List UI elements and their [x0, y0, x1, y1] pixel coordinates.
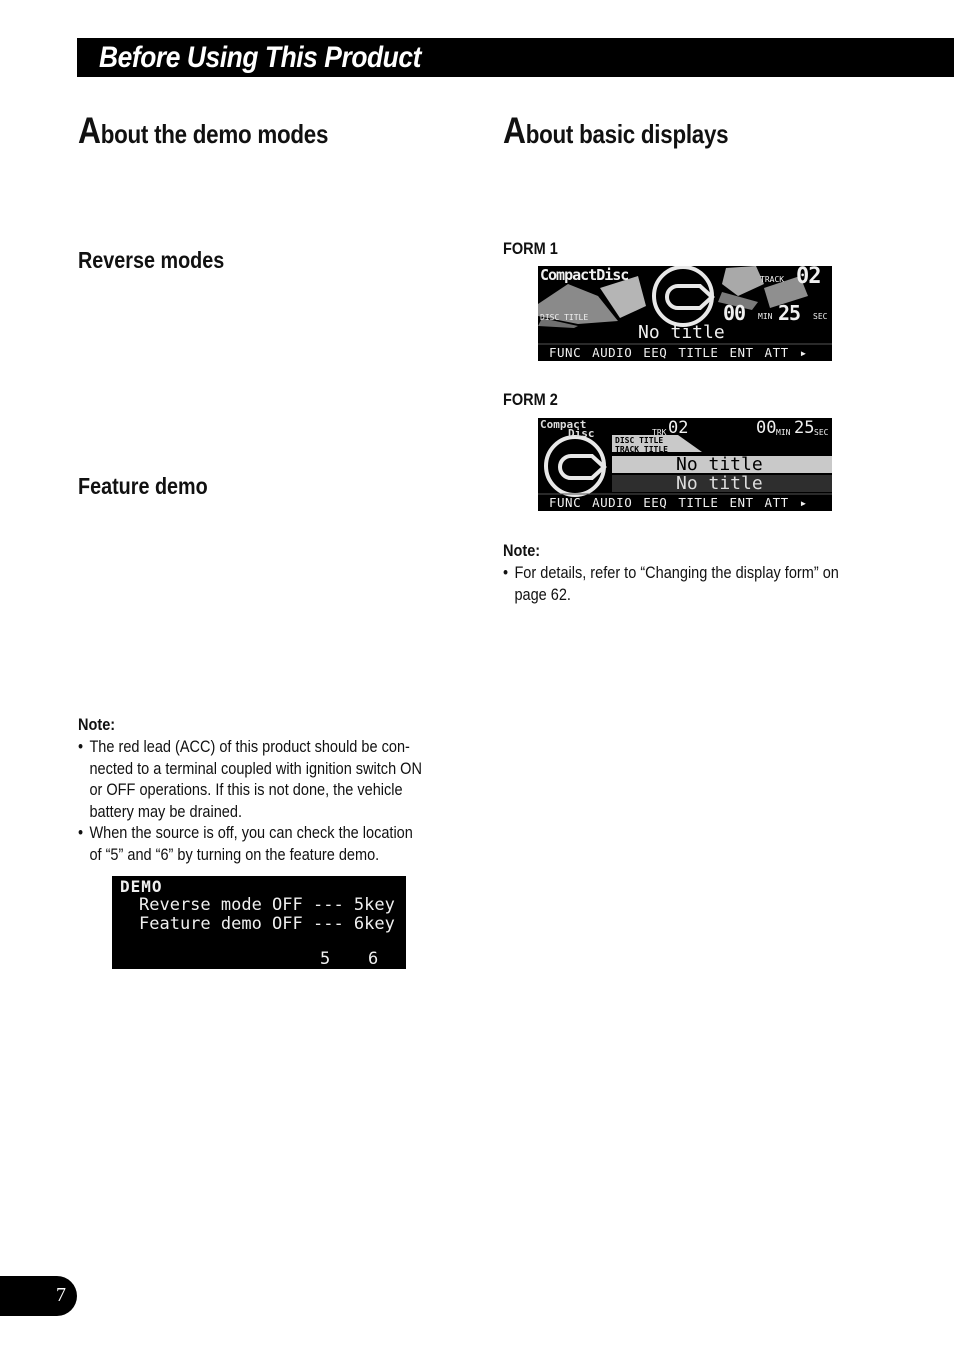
note-line: The red lead (ACC) of this product should be con-	[89, 738, 410, 756]
form1-source: CompactDisc	[540, 266, 629, 284]
form1-track: 02	[796, 266, 821, 289]
func-item: AUDIO	[592, 495, 633, 510]
right-note-item	[503, 563, 881, 606]
form2-source-line2: Disc	[568, 427, 595, 440]
form2-function-bar	[538, 494, 832, 511]
left-note-label: Note:	[78, 716, 116, 734]
demo-modes-title-rest: bout the demo modes	[100, 119, 329, 149]
arrow-right-icon: ▸	[799, 345, 808, 360]
form2-seconds: 25	[794, 418, 815, 438]
right-note-label: Note:	[503, 542, 541, 560]
func-item: ATT	[764, 345, 789, 360]
form2-minutes: 00	[756, 418, 777, 438]
form2-trk-label: TRK	[652, 428, 667, 437]
form1-function-bar	[538, 344, 832, 361]
func-item: TITLE	[678, 345, 719, 360]
form2-min-label: MIN	[776, 428, 791, 437]
note-line: When the source is off, you can check the location	[89, 824, 413, 842]
note-line: or OFF operations. If this is not done, the vehicle	[89, 781, 403, 799]
page-number: 7	[56, 1284, 66, 1306]
form2-title-line2: No title	[676, 473, 763, 494]
form1-min-label: MIN	[758, 312, 773, 321]
demo-display-title: DEMO	[120, 877, 163, 896]
func-item: EEQ	[643, 345, 668, 360]
demo-modes-title-cap: A	[78, 110, 101, 151]
bullet: •	[78, 824, 84, 842]
basic-displays-title-rest: bout basic displays	[525, 119, 729, 149]
form2-display	[538, 418, 832, 511]
left-note-item	[78, 823, 456, 866]
form1-minutes: 00	[723, 301, 746, 325]
func-item: ENT	[729, 495, 754, 510]
basic-displays-title	[503, 110, 728, 152]
demo-display-line2: Feature demo OFF --- 6key	[139, 914, 395, 934]
form2-track-title-label: TRACK TITLE	[615, 445, 668, 454]
bullet: •	[78, 738, 84, 756]
form1-sec-label: SEC	[813, 312, 828, 321]
form2-source-line1: Compact	[540, 418, 587, 431]
form1-title-text: No title	[638, 322, 725, 343]
demo-display-key5: 5	[320, 949, 331, 969]
note-line: battery may be drained.	[89, 802, 242, 821]
demo-display-line1: Reverse mode OFF --- 5key	[139, 895, 395, 915]
form2-disc-title-label: DISC TITLE	[615, 436, 664, 445]
header-banner	[77, 38, 954, 77]
demo-modes-title	[78, 110, 328, 152]
basic-displays-title-cap: A	[503, 110, 526, 151]
form1-display	[538, 266, 832, 361]
form1-seconds: 25	[778, 301, 801, 325]
right-note-list	[503, 563, 933, 606]
note-line: of “5” and “6” by turning on the feature demo.	[89, 845, 380, 864]
func-item: ATT	[764, 495, 789, 510]
func-item: FUNC	[549, 345, 582, 360]
form2-title-line1: No title	[676, 454, 763, 475]
header-title: Before Using This Product	[99, 41, 421, 74]
form1-disc-title-label: DISC TITLE	[540, 313, 589, 322]
form2-sec-label: SEC	[814, 428, 829, 437]
arrow-right-icon: ▸	[799, 495, 808, 510]
page-number-tab	[0, 1276, 77, 1316]
form2-label: FORM 2	[503, 391, 558, 409]
note-line: For details, refer to “Changing the display form” on	[514, 564, 839, 582]
demo-display-key6: 6	[368, 949, 379, 969]
feature-demo-heading: Feature demo	[78, 473, 208, 499]
note-line: nected to a terminal coupled with ignition switch ON	[89, 759, 422, 778]
func-item: TITLE	[678, 495, 719, 510]
form1-label: FORM 1	[503, 240, 558, 258]
left-note-list	[78, 737, 508, 866]
form1-track-label: TRACK	[760, 275, 785, 284]
demo-display	[112, 876, 406, 969]
left-note-item	[78, 737, 456, 823]
func-item: EEQ	[643, 495, 668, 510]
func-item: ENT	[729, 345, 754, 360]
note-line: page 62.	[514, 585, 571, 604]
func-item: AUDIO	[592, 345, 633, 360]
func-item: FUNC	[549, 495, 582, 510]
reverse-modes-heading: Reverse modes	[78, 247, 225, 273]
form2-track: 02	[668, 418, 689, 438]
bullet: •	[503, 564, 509, 582]
